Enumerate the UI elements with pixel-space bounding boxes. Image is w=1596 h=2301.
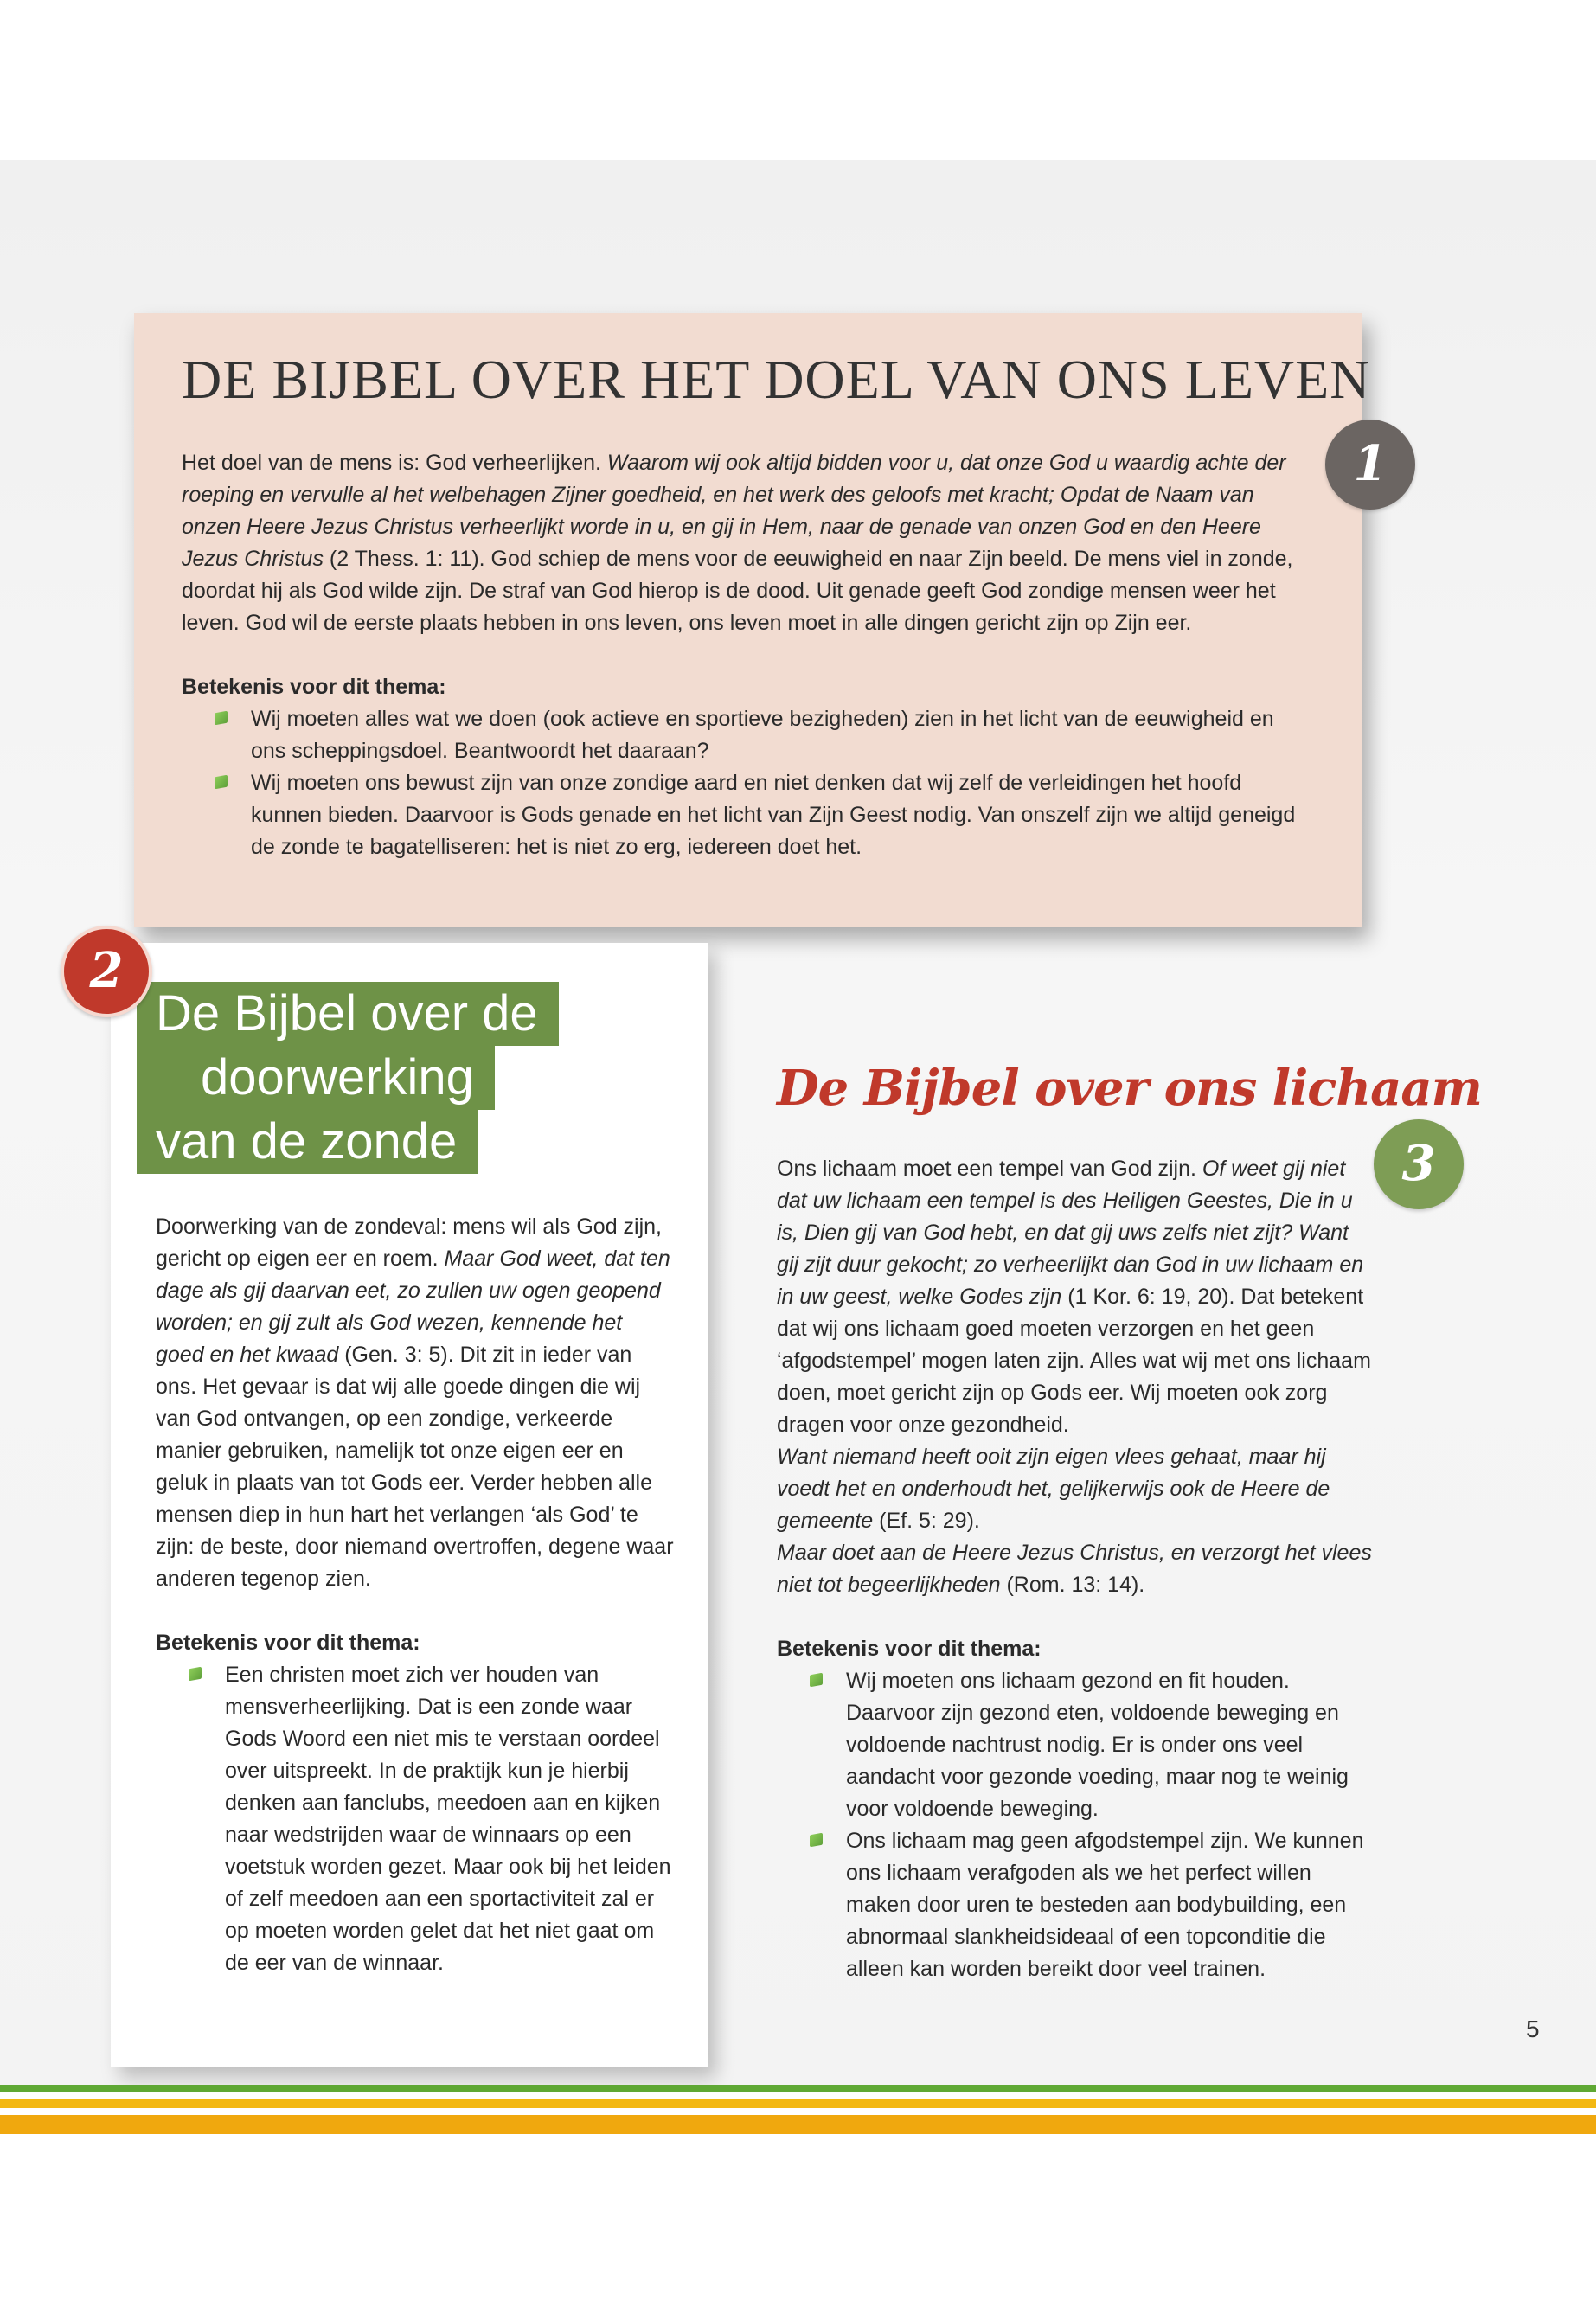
paragraph-text: (Ef. 5: 29). [873,1509,980,1533]
number-badge-3: 3 [1374,1119,1464,1209]
bible-quote: Want niemand heeft ooit zijn eigen vlees gehaat, maar hij voedt het en onderhoudt het, gelijkerwijs ook de Heere de gemeente [777,1445,1330,1533]
footer-stripes [0,2085,1596,2134]
section-1-body [182,447,1306,863]
title-line: De Bijbel over de [137,982,559,1046]
bible-quote: Of weet gij niet dat uw lichaam een tempel is des Heiligen Geestes, Die in u is, Dien gij van God hebt, en dat gij uws zelfs niet zijt? Want gij zijt duur gekocht; zo verheerlijkt dan God in uw lichaam en in uw geest, welke Godes zijn [777,1157,1364,1309]
theme-heading: Betekenis voor dit thema: [182,675,446,699]
paragraph-text: (1 Kor. 6: 19, 20). Dat betekent dat wij ons lichaam goed moeten verzorgen en het geen ‘afgodstempel’ mogen laten zijn. Alles wat wij met ons lichaam doen, moet gericht zijn op Gods eer. Wij moeten ook zorg dragen voor onze gezondheid. [777,1285,1371,1437]
number-badge-2: 2 [61,926,152,1017]
bible-quote: Maar doet aan de Heere Jezus Christus, en verzorgt het vlees niet tot begeerlijkheden [777,1541,1372,1597]
paragraph-text: Doorwerking van de zondeval: mens wil als God zijn, gericht op eigen eer en roem. [156,1215,662,1271]
theme-heading: Betekenis voor dit thema: [156,1631,420,1655]
stripe-gap [0,2092,1596,2099]
theme-heading: Betekenis voor dit thema: [777,1637,1042,1661]
list-item-text: Wij moeten ons lichaam gezond en fit houden. Daarvoor zijn gezond eten, voldoende beweging en voldoende nachtrust nodig. Er is onder ons veel aandacht voor gezonde voeding, maar nog te weinig voor voldoende beweging. [846,1669,1349,1821]
section-3-paragraph [777,1153,1374,1441]
section-3-body [777,1153,1374,1985]
bullet-list [777,1665,1374,1985]
orange-stripe [0,2115,1596,2134]
yellow-stripe [0,2099,1596,2108]
page-number: 5 [1526,2016,1540,2042]
bible-quote: Waarom wij ook altijd bidden voor u, dat onze God u waardig achte der roeping en vervulle al het welbehagen Zijner goedheid, en het werk des geloofs met kracht; Opdat de Naam van onzen Heere Jezus Christus verheerlijkt worde in u, en gij in Hem, naar de genade van onzen God en den Heere Jezus Christus [182,451,1286,571]
green-stripe [0,2085,1596,2092]
list-item-text: Een christen moet zich ver houden van mensverheerlijking. Dat is een zonde waar Gods Woord een niet mis te verstaan oordeel over uitspreekt. In de praktijk kun je hierbij denken aan fanclubs, meedoen aan en kijken naar wedstrijden waar de winnaars op een voetstuk worden gezet. Maar ook bij het leiden of zelf meedoen aan een sportactiviteit zal er op moeten worden gelet dat het niet gaat om de eer van de winnaar. [225,1663,671,1975]
paragraph-text: (Rom. 13: 14). [1000,1573,1145,1597]
bullet-icon [810,1833,823,1848]
paragraph-text: (Gen. 3: 5). Dit zit in ieder van ons. Het gevaar is dat wij alle goede dingen die wij van God ontvangen, op een zondige, verkeerde manier gebruiken, namelijk tot onze eigen eer en geluk in plaats van tot Gods eer. Verder hebben alle mensen diep in hun hart het verlangen ‘als God’ te zijn: de beste, door niemand overtroffen, degene waar anderen tegenop zien. [156,1343,674,1591]
section-2-body [156,1211,675,1979]
paragraph-text: (2 Thess. 1: 11). God schiep de mens voor de eeuwigheid en naar Zijn beeld. De mens viel in zonde, doordat hij als God wilde zijn. De straf van God hierop is de dood. Uit genade geeft God zondige mensen weer het leven. God wil de eerste plaats hebben in ons leven, ons leven moet in alle dingen gericht zijn op Zijn eer. [182,547,1293,635]
bullet-list [156,1659,675,1979]
bullet-icon [215,711,228,726]
section-doel-van-ons-leven [134,313,1371,927]
list-item [846,1825,1374,1985]
bible-quote: Maar God weet, dat ten dage als gij daarvan eet, zo zullen uw ogen geopend worden; en gij zult als God wezen, kennende het goed en het kwaad [156,1247,670,1367]
title-line: doorwerking [137,1046,495,1110]
list-item-text: Wij moeten alles wat we doen (ook actieve en sportieve bezigheden) zien in het licht van de eeuwigheid en ons scheppingsdoel. Beantwoordt het daaraan? [251,707,1274,763]
list-item-text: Ons lichaam mag geen afgodstempel zijn. We kunnen ons lichaam verafgoden als we het perfect willen maken door uren te besteden aan bodybuilding, een abnormaal slankheidsideaal of een topconditie die alleen kan worden bereikt door veel trainen. [846,1829,1364,1981]
section-3-quote-2 [777,1441,1374,1537]
section-2-paragraph [156,1211,675,1595]
list-item [251,703,1306,767]
section-1-title: DE BIJBEL OVER HET DOEL VAN ONS LEVEN [182,349,1371,410]
list-item [251,767,1306,863]
number-badge-1: 1 [1325,420,1415,510]
paragraph-text: Het doel van de mens is: God verheerlijken. [182,451,607,475]
section-2-title [137,982,559,1174]
title-line: van de zonde [137,1110,478,1174]
paragraph-text: Ons lichaam moet een tempel van God zijn. [777,1157,1202,1181]
bullet-icon [810,1673,823,1688]
section-doorwerking-zonde [111,943,708,2067]
bullet-icon [189,1667,202,1682]
section-1-paragraph [182,447,1306,639]
bullet-icon [215,775,228,790]
section-3-title: De Bijbel over ons lichaam [777,1060,1482,1117]
bullet-list [182,703,1306,863]
stripe-gap [0,2108,1596,2115]
section-ons-lichaam [777,1060,1482,1985]
section-3-quote-3 [777,1537,1374,1601]
list-item [846,1665,1374,1825]
list-item [225,1659,675,1979]
list-item-text: Wij moeten ons bewust zijn van onze zondige aard en niet denken dat wij zelf de verleidingen het hoofd kunnen bieden. Daarvoor is Gods genade en het licht van Zijn Geest nodig. Van onszelf zijn we altijd geneigd de zonde te bagatelliseren: het is niet zo erg, iedereen doet het. [251,771,1296,859]
